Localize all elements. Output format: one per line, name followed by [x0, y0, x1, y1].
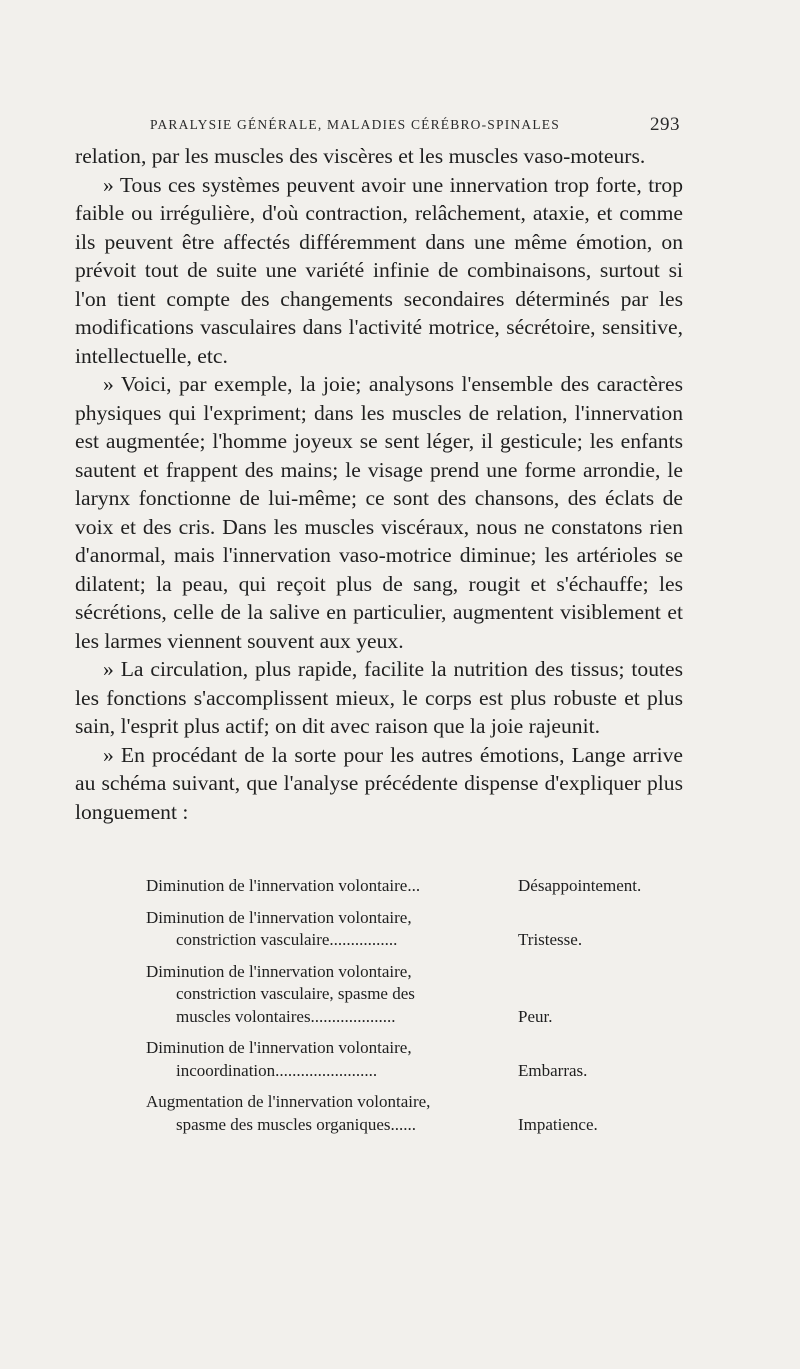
schema-emotion: Tristesse.	[518, 930, 583, 949]
schema-emotion: Peur.	[518, 1006, 553, 1026]
schema-line: constriction vasculaire................	[176, 930, 398, 949]
running-head-title: PARALYSIE GÉNÉRALE, MALADIES CÉRÉBRO-SPINALES	[150, 117, 560, 132]
schema-row-sadness	[146, 907, 683, 952]
running-head	[150, 114, 680, 137]
schema-row-embarrassment	[146, 1037, 683, 1082]
schema-row-fear	[146, 961, 683, 1029]
schema-line: incoordination........................	[176, 1060, 378, 1080]
schema-emotion: Impatience.	[518, 1114, 598, 1134]
schema-description	[146, 961, 501, 1029]
paragraph: » Tous ces systèmes peuvent avoir une innervation trop forte, trop faible ou irrégulière, d'où contraction, relâchement, ataxie, et comme ils peuvent être affectés différemment dans une même émotion, on prévoit tout de suite une variété infinie de combinaisons, surtout si l'on tient compte des changements secondaires déterminés par les modifications vasculaires dans l'activité motrice, sécrétoire, sensitive, intellectuelle, etc.	[75, 172, 683, 368]
schema-line: constriction vasculaire, spasme des	[176, 984, 415, 1003]
schema-row-disappointment	[146, 875, 683, 898]
schema-line: Diminution de l'innervation volontaire...	[146, 876, 421, 895]
schema-line: Diminution de l'innervation volontaire,	[146, 907, 412, 927]
schema-line: muscles volontaires....................	[176, 1006, 396, 1026]
paragraph: » En procédant de la sorte pour les autres émotions, Lange arrive au schéma suivant, que l'analyse précédente dispense d'expliquer plus longuement :	[75, 742, 683, 824]
schema-line: spasme des muscles organiques......	[176, 1114, 417, 1134]
lange-schema-table	[146, 875, 683, 1145]
schema-emotion: Embarras.	[518, 1060, 588, 1080]
schema-description	[146, 875, 501, 898]
schema-line: Diminution de l'innervation volontaire,	[146, 1038, 412, 1057]
schema-row-impatience	[146, 1091, 683, 1136]
body-text	[75, 142, 683, 826]
page-number: 293	[650, 114, 680, 135]
paragraph: » La circulation, plus rapide, facilite la nutrition des tissus; toutes les fonctions s'accomplissent mieux, le corps est plus robuste et plus sain, l'esprit plus actif; on dit avec raison que la joie rajeunit.	[75, 657, 683, 738]
paragraph-continuation: relation, par les muscles des viscères et les muscles vaso-moteurs.	[75, 144, 646, 168]
schema-description	[146, 1037, 501, 1082]
schema-description	[146, 907, 501, 952]
schema-line: Augmentation de l'innervation volontaire,	[146, 1092, 431, 1111]
schema-line: Diminution de l'innervation volontaire,	[146, 961, 412, 981]
schema-description	[146, 1091, 501, 1136]
paragraph: » Voici, par exemple, la joie; analysons l'ensemble des caractères physiques qui l'expriment; dans les muscles de relation, l'innervation est augmentée; l'homme joyeux se sent léger, il gesticule; les enfants sautent et frappent des mains; le visage prend une forme arrondie, le larynx fonctionne de lui-même; ce sont des chansons, des éclats de voix et des cris. Dans les muscles viscéraux, nous ne constatons rien d'anormal, mais l'innervation vaso-motrice diminue; les artérioles se dilatent; la peau, qui reçoit plus de sang, rougit et s'échauffe; les sécrétions, celle de la salive en particulier, augmentent visiblement et les larmes viennent souvent aux yeux.	[75, 372, 683, 653]
schema-emotion: Désappointement.	[518, 876, 642, 895]
